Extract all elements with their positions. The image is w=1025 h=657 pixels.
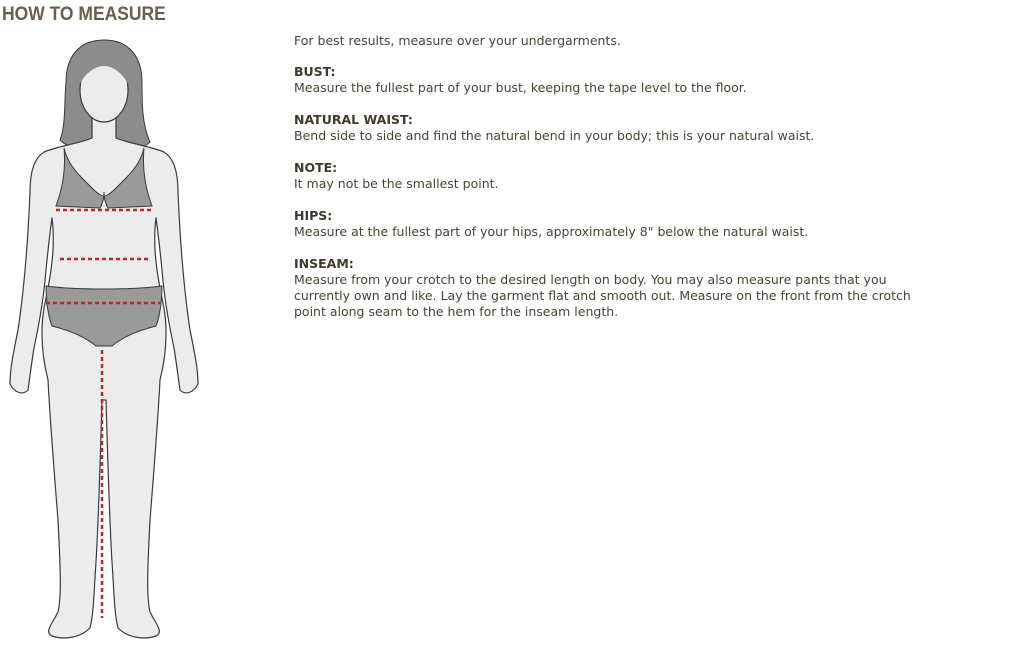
section-heading: NOTE:: [294, 160, 338, 175]
section-heading: HIPS:: [294, 208, 333, 223]
section-text: Bend side to side and find the natural bend in your body; this is your natural waist.: [294, 128, 815, 143]
section-text: Measure from your crotch to the desired length on body. You may also measure pants that you currently own and like. Lay the garment flat and smooth out. Measure on the front from the crotch point along seam to the hem for the inseam length.: [294, 272, 911, 319]
page-title: HOW TO MEASURE: [2, 4, 166, 25]
intro-text: For best results, measure over your undergarments.: [294, 33, 621, 48]
section-hips: [294, 208, 944, 240]
section-text: It may not be the smallest point.: [294, 176, 499, 191]
section-text: Measure the fullest part of your bust, keeping the tape level to the floor.: [294, 80, 747, 95]
section-note: [294, 160, 944, 192]
section-text: Measure at the fullest part of your hips, approximately 8" below the natural waist.: [294, 224, 809, 239]
female-body-silhouette-icon: [0, 34, 210, 646]
section-inseam: [294, 256, 944, 320]
section-bust: [294, 64, 944, 96]
section-heading: NATURAL WAIST:: [294, 112, 413, 127]
measure-instructions: [294, 33, 944, 336]
section-heading: BUST:: [294, 64, 336, 79]
section-natural-waist: [294, 112, 944, 144]
section-heading: INSEAM:: [294, 256, 354, 271]
